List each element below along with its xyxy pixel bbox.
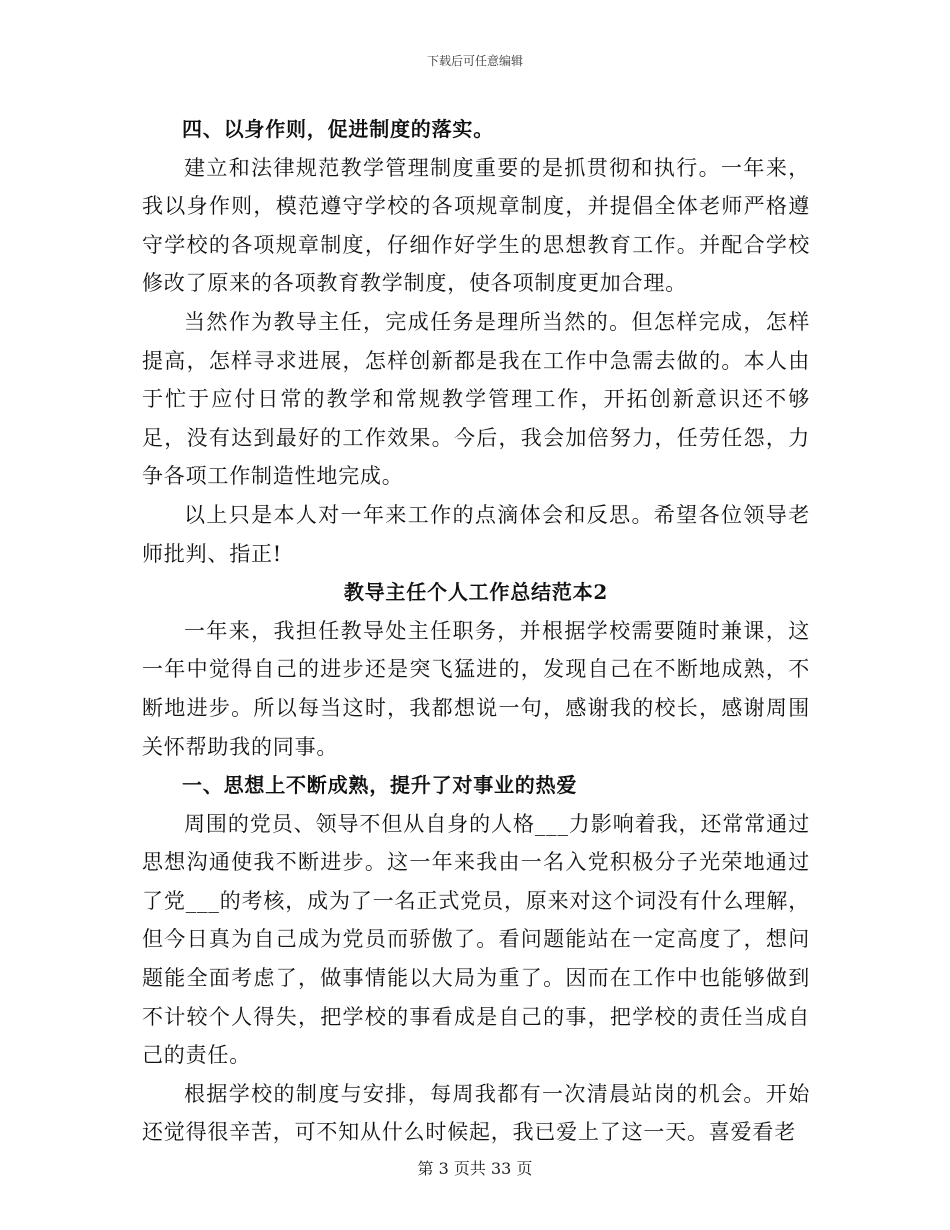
paragraph-rules-implementation: 建立和法律规范教学管理制度重要的是抓贯彻和执行。一年来，我以身作则，模范遵守学校的各项规章制度，并提倡全体老师严格遵守学校的各项规章制度，仔细作好学生的思想教育工作。并配合学校修改了原来的各项教育教学制度，使各项制度更加合理。 bbox=[142, 155, 810, 296]
page-header: 下载后可任意编辑 bbox=[426, 54, 523, 68]
section-heading-one: 一、思想上不断成熟，提升了对事业的热爱 bbox=[182, 773, 578, 798]
paragraph-morning-duty: 根据学校的制度与安排，每周我都有一次清晨站岗的机会。开始还觉得很辛苦，可不知从什么时候起，我已爱上了这一天。喜爱看老 bbox=[142, 1081, 810, 1145]
paragraph-self-reflection: 当然作为教导主任，完成任务是理所当然的。但怎样完成，怎样提高，怎样寻求进展，怎样创新都是我在工作中急需去做的。本人由于忙于应付日常的教学和常规教学管理工作，开拓创新意识还不够足，没有达到最好的工作效果。今后，我会加倍努力，任劳任怨，力争各项工作制造性地完成。 bbox=[142, 309, 810, 489]
paragraph-intro: 一年来，我担任教导处主任职务，并根据学校需要随时兼课，这一年中觉得自己的进步还是突飞猛进的，发现自己在不断地成熟，不断地进步。所以每当这时，我都想说一句，感谢我的校长，感谢周围关怀帮助我的同事。 bbox=[142, 618, 810, 759]
section-heading-four: 四、以身作则，促进制度的落实。 bbox=[182, 117, 494, 141]
document-title-sample-2: 教导主任个人工作总结范本2 bbox=[343, 580, 609, 605]
paragraph-closing: 以上只是本人对一年来工作的点滴体会和反思。希望各位领导老师批判、指正! bbox=[142, 502, 810, 566]
paragraph-party-growth: 周围的党员、领导不但从自身的人格___力影响着我，还常常通过思想沟通使我不断进步。这一年来我由一名入党积极分子光荣地通过了党___的考核，成为了一名正式党员，原来对这个词没有什么理解，但今日真为自己成为党员而骄傲了。看问题能站在一定高度了，想问题能全面考虑了，做事情能以大局为重了。因而在工作中也能够做到不计较个人得失，把学校的事看成是自己的事，把学校的责任当成自己的责任。 bbox=[142, 811, 810, 1068]
document-body bbox=[142, 110, 810, 1152]
page-footer: 第 3 页共 33 页 bbox=[417, 1159, 533, 1178]
